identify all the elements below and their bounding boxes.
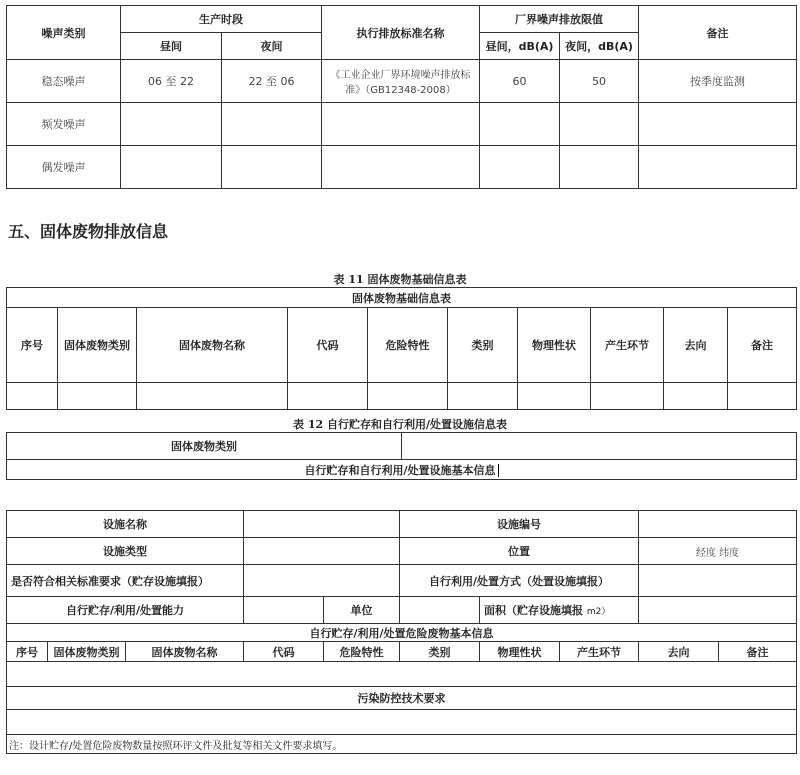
col-header: 物理性状	[480, 642, 560, 662]
table-row	[7, 662, 797, 687]
capacity-value	[244, 597, 324, 624]
area-value	[639, 597, 797, 624]
table-row	[7, 383, 797, 410]
noise-category-cell: 稳态噪声	[7, 60, 121, 103]
header-standard-name: 执行排放标准名称	[322, 6, 480, 60]
header-production-period: 生产时段	[121, 6, 322, 33]
col-header: 固体废物名称	[126, 642, 244, 662]
unit-label: 单位	[324, 597, 400, 624]
facility-name-label: 设施名称	[7, 511, 244, 538]
header-noise-category: 噪声类别	[7, 6, 121, 60]
col-header: 危险特性	[324, 642, 400, 662]
table-row	[7, 60, 797, 103]
table-row	[7, 103, 797, 146]
section-title: 五、固体废物排放信息	[8, 222, 169, 241]
night-limit-cell: 50	[560, 60, 639, 103]
col-header: 代码	[244, 642, 324, 662]
col-header: 产生环节	[591, 308, 664, 383]
table-12-caption: 表 12 自行贮存和自行利用/处置设施信息表	[293, 418, 507, 431]
facility-number-value	[639, 511, 797, 538]
day-period-cell	[121, 146, 222, 189]
facility-detail-table	[6, 510, 797, 754]
standard-cell	[322, 146, 480, 189]
standard-cell	[322, 103, 480, 146]
facility-basic-info-header: 自行贮存和自行利用/处置设施基本信息	[7, 460, 797, 480]
footnote: 注：设计贮存/处置危险废物数量按照环评文件及批复等相关文件要求填写。	[7, 735, 797, 754]
day-limit-cell	[480, 146, 560, 189]
day-period-cell	[121, 103, 222, 146]
facility-name-value	[244, 511, 400, 538]
header-noise-limit: 厂界噪声排放限值	[480, 6, 639, 33]
facility-type-value	[244, 538, 400, 565]
capacity-label: 自行贮存/利用/处置能力	[7, 597, 244, 624]
noise-table	[6, 5, 797, 189]
disposal-method-value	[639, 565, 797, 597]
facility-type-label: 设施类型	[7, 538, 244, 565]
area-label: 面积（贮存设施填报 m2）	[480, 597, 639, 624]
position-value: 经度 纬度	[639, 538, 797, 565]
header-night: 夜间	[222, 33, 322, 60]
day-limit-cell	[480, 103, 560, 146]
col-header: 备注	[719, 642, 797, 662]
disposal-method-label: 自行利用/处置方式（处置设施填报）	[400, 565, 639, 597]
waste-category-label: 固体废物类别	[7, 433, 402, 460]
night-limit-cell	[560, 103, 639, 146]
table-row	[7, 710, 797, 735]
unit-value	[400, 597, 480, 624]
col-header: 代码	[288, 308, 368, 383]
col-header: 类别	[448, 308, 518, 383]
col-header: 危险特性	[368, 308, 448, 383]
waste-category-value	[402, 433, 797, 460]
day-period-cell: 06 至 22	[121, 60, 222, 103]
remark-cell	[639, 146, 797, 189]
col-header: 物理性状	[518, 308, 591, 383]
col-header: 序号	[7, 308, 58, 383]
position-label: 位置	[400, 538, 639, 565]
header-night-limit: 夜间，dB(A)	[560, 33, 639, 60]
hazard-waste-title: 自行贮存/利用/处置危险废物基本信息	[7, 624, 797, 642]
col-header: 固体废物类别	[48, 642, 126, 662]
remark-cell	[639, 103, 797, 146]
text-cursor	[498, 464, 499, 477]
standard-compliance-value	[244, 565, 400, 597]
night-limit-cell	[560, 146, 639, 189]
header-day: 昼间	[121, 33, 222, 60]
standard-compliance-label: 是否符合相关标准要求（贮存设施填报）	[7, 565, 244, 597]
col-header: 去向	[664, 308, 728, 383]
facility-number-label: 设施编号	[400, 511, 639, 538]
col-header: 序号	[7, 642, 48, 662]
day-limit-cell: 60	[480, 60, 560, 103]
table-row	[7, 146, 797, 189]
facility-info-table	[6, 432, 797, 480]
solid-waste-basic-table	[6, 287, 797, 410]
table-11-title: 固体废物基础信息表	[7, 288, 797, 308]
col-header: 去向	[639, 642, 719, 662]
night-period-cell: 22 至 06	[222, 60, 322, 103]
col-header: 产生环节	[560, 642, 639, 662]
remark-cell: 按季度监测	[639, 60, 797, 103]
col-header: 固体废物名称	[137, 308, 288, 383]
night-period-cell	[222, 103, 322, 146]
standard-cell: 《工业企业厂界环境噪声排放标准》（GB12348-2008）	[322, 60, 480, 103]
table-11-caption: 表 11 固体废物基础信息表	[333, 273, 467, 286]
col-header: 备注	[728, 308, 797, 383]
header-remark: 备注	[639, 6, 797, 60]
col-header: 固体废物类别	[58, 308, 137, 383]
col-header: 类别	[400, 642, 480, 662]
night-period-cell	[222, 146, 322, 189]
header-day-limit: 昼间，dB(A)	[480, 33, 560, 60]
pollution-control-title: 污染防控技术要求	[7, 687, 797, 710]
noise-category-cell: 频发噪声	[7, 103, 121, 146]
noise-category-cell: 偶发噪声	[7, 146, 121, 189]
